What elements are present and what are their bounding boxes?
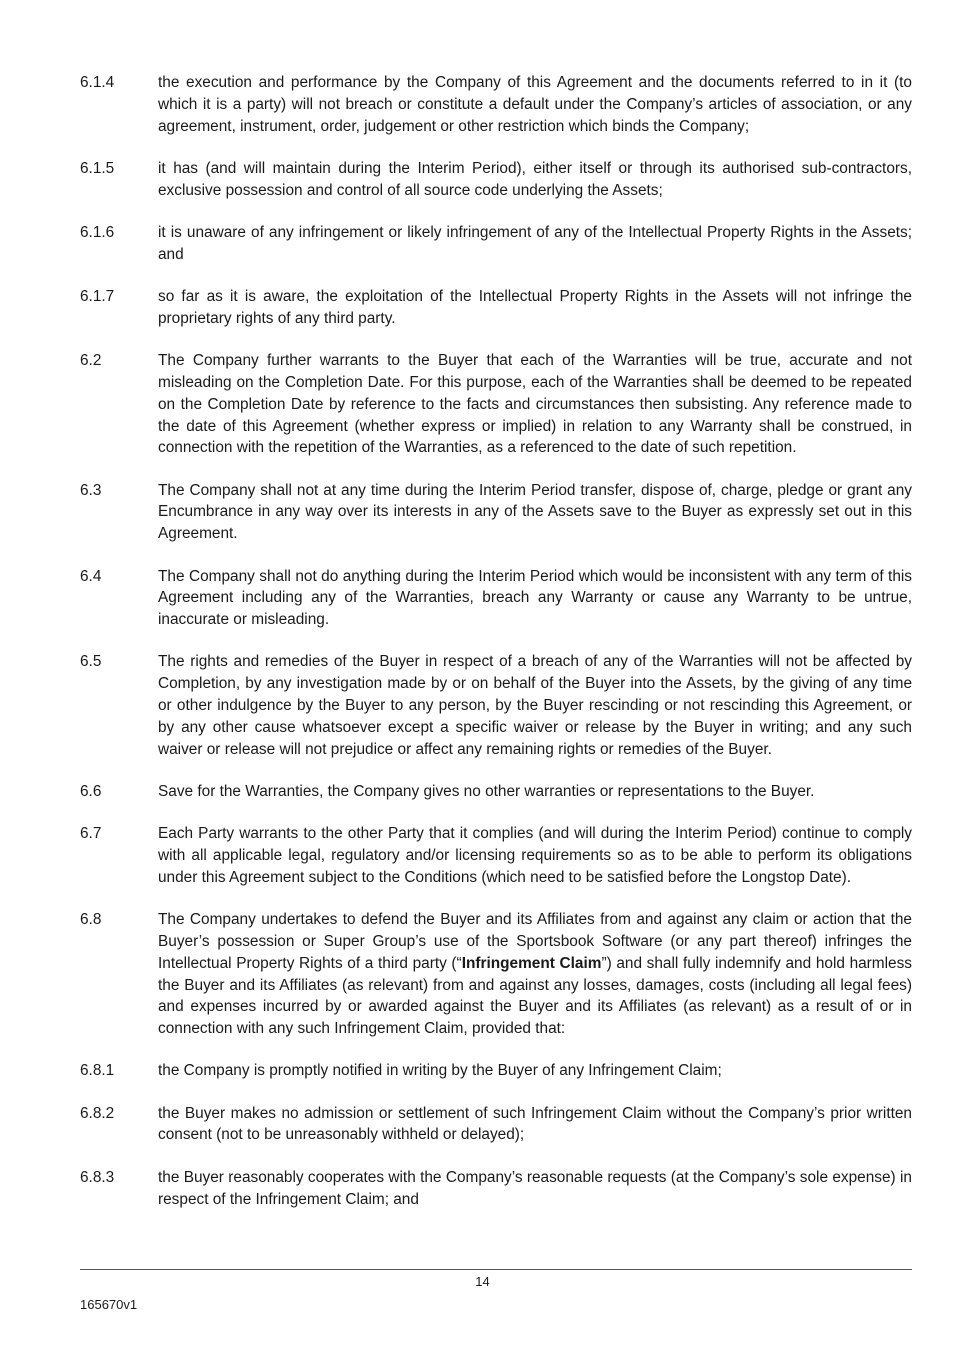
clause-number: 6.3 xyxy=(80,481,102,499)
clause-text: The rights and remedies of the Buyer in respect of a breach of any of the Warranties will not be affected by Completion, by any investigation made by or on behalf of the Buyer into the Assets, by the giving of any time or other indulgence by the Buyer to any person, by the Buyer rescinding or not rescinding this Agreement, or by any other cause whatsoever except a specific waiver or release by the Buyer in writing; and any such waiver or release will not prejudice or affect any remaining rights or remedies of the Buyer. xyxy=(158,653,912,758)
clause-text: The Company shall not at any time during the Interim Period transfer, dispose of, charge, pledge or grant any Encumbrance in any way over its interests in any of the Assets save to the Buyer as expressly set out in this Agreement. xyxy=(158,481,912,543)
clause-6-5 xyxy=(80,651,912,760)
clause-6-3 xyxy=(80,480,912,545)
clause-6-1-5 xyxy=(80,158,912,202)
clause-text: Each Party warrants to the other Party that it complies (and will during the Interim Period) continue to comply with all applicable legal, regulatory and/or licensing requirements so as to be able to perform its obligations under this Agreement subject to the Conditions (which need to be satisfied before the Longstop Date). xyxy=(158,825,912,886)
clause-number: 6.7 xyxy=(80,825,102,843)
clause-text: Save for the Warranties, the Company gives no other warranties or representations to the Buyer. xyxy=(158,782,815,800)
clause-number: 6.8 xyxy=(80,911,102,929)
clause-number: 6.8.2 xyxy=(80,1104,115,1122)
clause-text: the Buyer reasonably cooperates with the Company’s reasonable requests (at the Company’s sole expense) in respect of the Infringement Claim; and xyxy=(158,1168,912,1208)
clause-text: The Company shall not do anything during the Interim Period which would be inconsistent with any term of this Agreement including any of the Warranties, breach any Warranty or cause any Warranty to be untrue, inaccurate or misleading. xyxy=(158,567,912,629)
clause-number: 6.1.7 xyxy=(80,288,115,306)
clause-list xyxy=(80,72,912,1231)
clause-number: 6.1.5 xyxy=(80,159,115,177)
clause-number: 6.1.6 xyxy=(80,223,115,241)
clause-number: 6.8.3 xyxy=(80,1168,115,1186)
clause-6-8-2 xyxy=(80,1103,912,1147)
footer-divider xyxy=(80,1269,912,1270)
defined-term-infringement-claim: Infringement Claim xyxy=(461,954,602,972)
clause-6-8-1 xyxy=(80,1060,912,1082)
clause-6-4 xyxy=(80,566,912,631)
clause-number: 6.6 xyxy=(80,782,102,800)
clause-text: the Company is promptly notified in writing by the Buyer of any Infringement Claim; xyxy=(158,1062,722,1080)
clause-number: 6.5 xyxy=(80,653,102,671)
clause-text xyxy=(158,909,912,1040)
clause-text: the Buyer makes no admission or settlement of such Infringement Claim without the Company’s prior written consent (not to be unreasonably withheld or delayed); xyxy=(158,1104,912,1144)
clause-6-1-4 xyxy=(80,72,912,137)
clause-6-8 xyxy=(80,909,912,1040)
clause-6-7 xyxy=(80,823,912,888)
clause-text: so far as it is aware, the exploitation of the Intellectual Property Rights in the Assets will not infringe the proprietary rights of any third party. xyxy=(158,288,912,327)
clause-6-1-7 xyxy=(80,286,912,330)
clause-6-6 xyxy=(80,781,912,803)
clause-text: it has (and will maintain during the Interim Period), either itself or through its authorised sub-contractors, exclusive possession and control of all source code underlying the Assets; xyxy=(158,159,912,199)
clause-number: 6.4 xyxy=(80,567,102,585)
clause-text: The Company further warrants to the Buyer that each of the Warranties will be true, accurate and not misleading on the Completion Date. For this purpose, each of the Warranties shall be deemed to be repeated on the Completion Date by reference to the facts and circumstances then subsisting. Any reference made to the date of this Agreement (whether express or implied) in relation to any Warranty shall be construed, in connection with the repetition of the Warranties, as a referenced to the date of such repetition. xyxy=(158,352,912,457)
clause-text: it is unaware of any infringement or likely infringement of any of the Intellectual Property Rights in the Assets; and xyxy=(158,223,912,263)
clause-number: 6.2 xyxy=(80,352,102,370)
clause-6-2 xyxy=(80,350,912,459)
clause-6-8-3 xyxy=(80,1167,912,1211)
clause-number: 6.1.4 xyxy=(80,74,115,91)
clause-6-1-6 xyxy=(80,222,912,266)
page-number: 14 xyxy=(475,1274,490,1289)
document-reference: 165670v1 xyxy=(80,1297,138,1312)
clause-text-before: The Company undertakes to defend the Buyer and its Affiliates from and against any claim or action that the Buyer’s possession or Super Group’s use of the Sportsbook Software (or any part thereof) infringes the Intellectual Property Rights of a third party (“ xyxy=(158,911,912,972)
clause-number: 6.8.1 xyxy=(80,1062,115,1080)
clause-text: the execution and performance by the Company of this Agreement and the documents referred to in it (to which it is a party) will not breach or constitute a default under the Company’s articles of association, or any agreement, instrument, order, judgement or other restriction which binds the Company; xyxy=(158,74,912,135)
clause-text-after: ”) and shall fully indemnify and hold harmless the Buyer and its Affiliates (as relevant) from and against any losses, damages, costs (including all legal fees) and expenses incurred by or awarded against the Buyer and its Affiliates (as relevant) as a result of or in connection with any such Infringement Claim, provided that: xyxy=(158,954,912,1038)
